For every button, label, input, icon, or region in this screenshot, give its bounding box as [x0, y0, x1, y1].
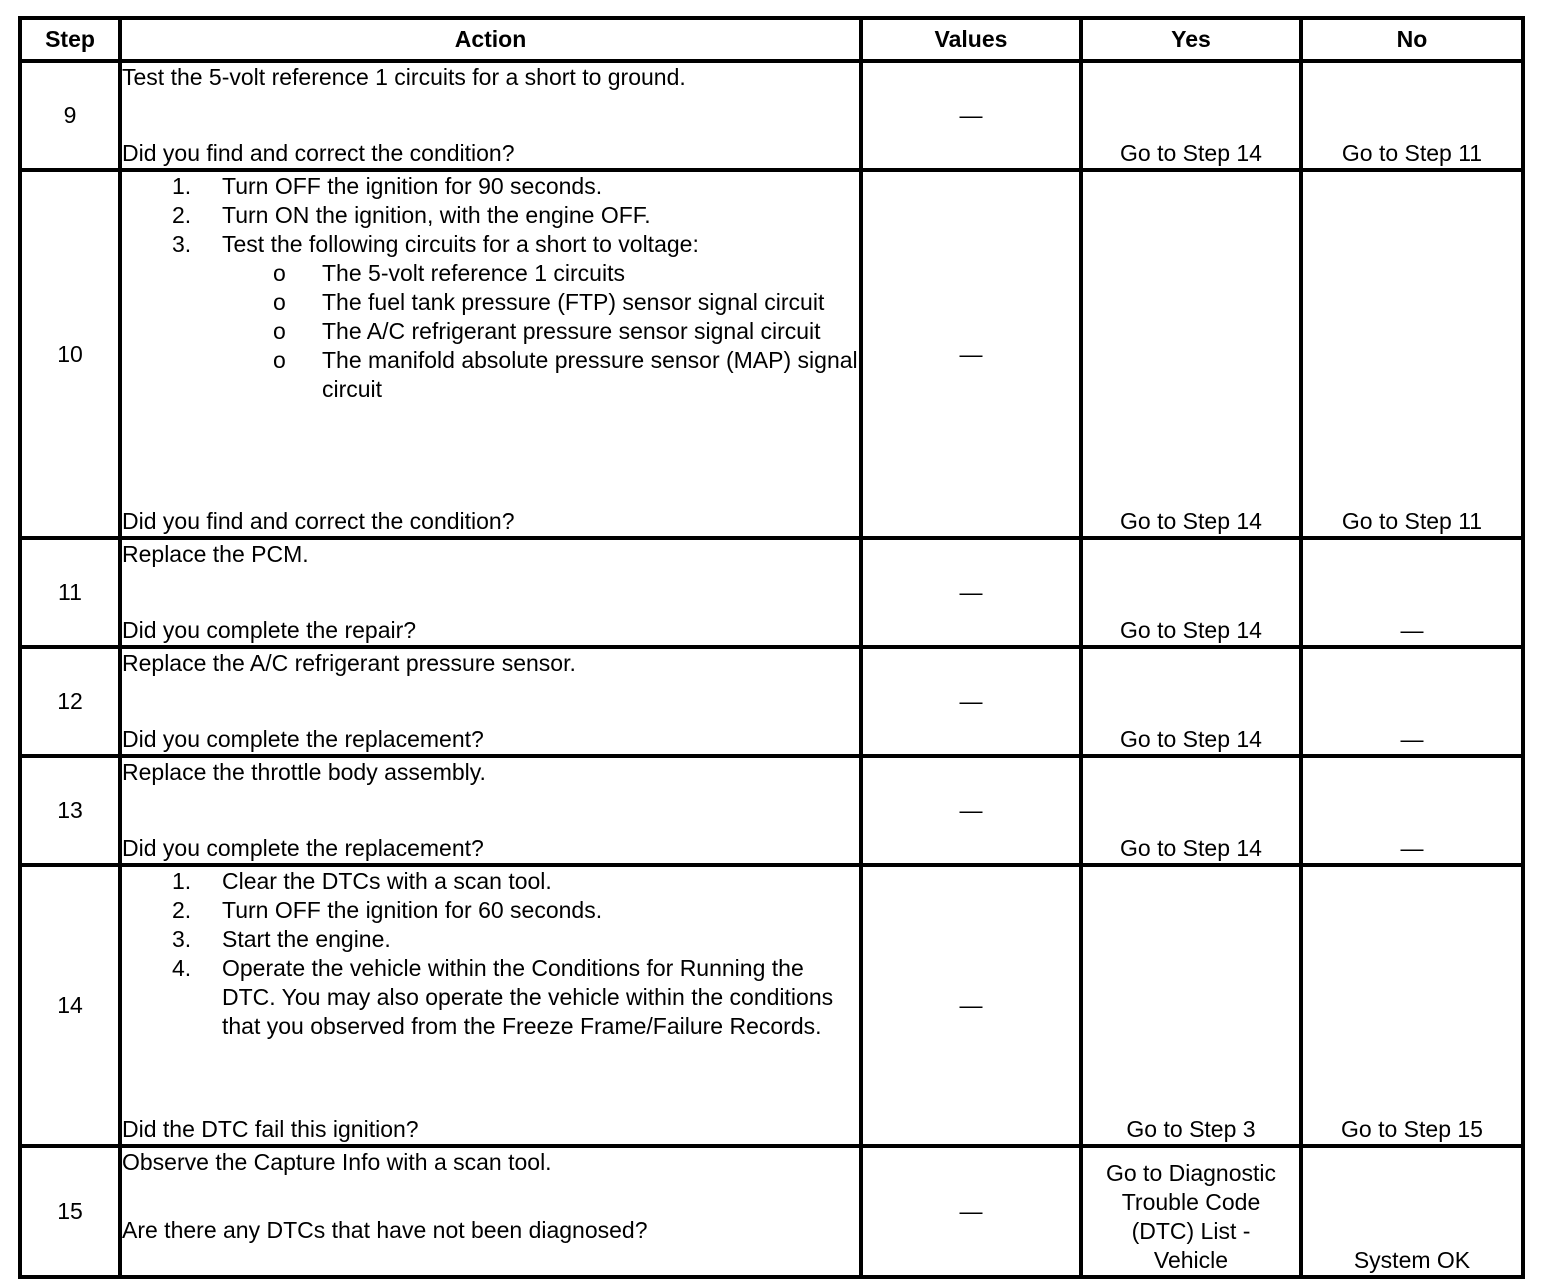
- values-cell: —: [861, 1146, 1081, 1277]
- action-cell: [120, 647, 861, 756]
- action-cell: [120, 865, 861, 1146]
- header-no: No: [1301, 18, 1523, 61]
- yes-cell: Go to Step 14: [1081, 538, 1301, 647]
- values-cell: —: [861, 647, 1081, 756]
- yes-cell: Go to Step 14: [1081, 756, 1301, 865]
- circuit-item: o The 5-volt reference 1 circuits: [273, 260, 625, 286]
- table-row: [20, 756, 1523, 865]
- procedure-list: [122, 867, 859, 1041]
- yes-cell: Go to Step 14: [1081, 170, 1301, 538]
- no-cell: Go to Step 15: [1301, 865, 1523, 1146]
- step-number: 15: [20, 1146, 120, 1277]
- step-number: 12: [20, 647, 120, 756]
- circle-bullet-icon: o: [273, 289, 286, 315]
- circle-bullet-icon: o: [273, 318, 286, 344]
- procedure-step: 4. Operate the vehicle within the Conditions for Running the DTC. You may also operate the vehicle within the conditions that you observed from the Freeze Frame/Failure Records.: [172, 955, 834, 1039]
- no-cell: Go to Step 11: [1301, 170, 1523, 538]
- circuit-item: o The A/C refrigerant pressure sensor signal circuit: [273, 318, 821, 344]
- table-row: [20, 538, 1523, 647]
- action-question: Did you complete the repair?: [122, 617, 417, 643]
- values-cell: —: [861, 538, 1081, 647]
- circle-bullet-icon: o: [273, 260, 286, 286]
- procedure-step: 3. Test the following circuits for a short to voltage: o The 5-volt reference 1 circuits o The fuel tank pressure (FTP) sensor signal circuit o The A/C refrigerant pressure sensor signal circuit o The manifold absolute pressure sensor (MAP) signal circuit: [172, 231, 858, 402]
- table-row: [20, 647, 1523, 756]
- no-cell: —: [1301, 538, 1523, 647]
- header-row: [20, 18, 1523, 61]
- header-step: Step: [20, 18, 120, 61]
- table-row: [20, 1146, 1523, 1277]
- action-question: Did you complete the replacement?: [122, 835, 484, 861]
- header-action: Action: [120, 18, 861, 61]
- values-cell: —: [861, 170, 1081, 538]
- action-text: Test the 5-volt reference 1 circuits for a short to ground.: [122, 64, 686, 90]
- no-cell: System OK: [1301, 1146, 1523, 1277]
- action-cell: [120, 1146, 861, 1277]
- step-number: 11: [20, 538, 120, 647]
- action-question: Did you find and correct the condition?: [122, 508, 515, 534]
- step-number: 13: [20, 756, 120, 865]
- action-cell: [120, 538, 861, 647]
- circuit-item: o The manifold absolute pressure sensor (MAP) signal circuit: [273, 347, 858, 402]
- procedure-step: 1. Turn OFF the ignition for 90 seconds.: [172, 173, 603, 199]
- action-text: Replace the PCM.: [122, 541, 309, 567]
- action-cell: [120, 61, 861, 170]
- no-cell: —: [1301, 647, 1523, 756]
- header-yes: Yes: [1081, 18, 1301, 61]
- action-question: Did the DTC fail this ignition?: [122, 1116, 419, 1142]
- values-cell: —: [861, 756, 1081, 865]
- procedure-step: 2. Turn OFF the ignition for 60 seconds.: [172, 897, 603, 923]
- no-cell: —: [1301, 756, 1523, 865]
- procedure-step: 2. Turn ON the ignition, with the engine OFF.: [172, 202, 651, 228]
- action-question: Did you complete the replacement?: [122, 726, 484, 752]
- circuit-item: o The fuel tank pressure (FTP) sensor signal circuit: [273, 289, 825, 315]
- action-question: Are there any DTCs that have not been diagnosed?: [122, 1217, 648, 1243]
- diagnostic-table: [18, 16, 1525, 1279]
- step-number: 9: [20, 61, 120, 170]
- header-values: Values: [861, 18, 1081, 61]
- yes-cell: Go to Step 3: [1081, 865, 1301, 1146]
- step-number: 14: [20, 865, 120, 1146]
- yes-cell: Go to Diagnostic Trouble Code (DTC) List - Vehicle: [1081, 1146, 1301, 1277]
- yes-cell: Go to Step 14: [1081, 61, 1301, 170]
- action-cell: [120, 170, 861, 538]
- procedure-list: [122, 172, 859, 404]
- table-row: [20, 170, 1523, 538]
- values-cell: —: [861, 865, 1081, 1146]
- values-cell: —: [861, 61, 1081, 170]
- action-text: Observe the Capture Info with a scan tool.: [122, 1149, 552, 1175]
- action-text: Replace the throttle body assembly.: [122, 759, 486, 785]
- procedure-step: 1. Clear the DTCs with a scan tool.: [172, 868, 552, 894]
- circle-bullet-icon: o: [273, 347, 286, 373]
- action-question: Did you find and correct the condition?: [122, 140, 515, 166]
- yes-cell: Go to Step 14: [1081, 647, 1301, 756]
- action-cell: [120, 756, 861, 865]
- table-row: [20, 865, 1523, 1146]
- step-number: 10: [20, 170, 120, 538]
- procedure-step: 3. Start the engine.: [172, 926, 391, 952]
- table-row: [20, 61, 1523, 170]
- no-cell: Go to Step 11: [1301, 61, 1523, 170]
- action-text: Replace the A/C refrigerant pressure sensor.: [122, 650, 576, 676]
- circuit-list: [222, 259, 859, 404]
